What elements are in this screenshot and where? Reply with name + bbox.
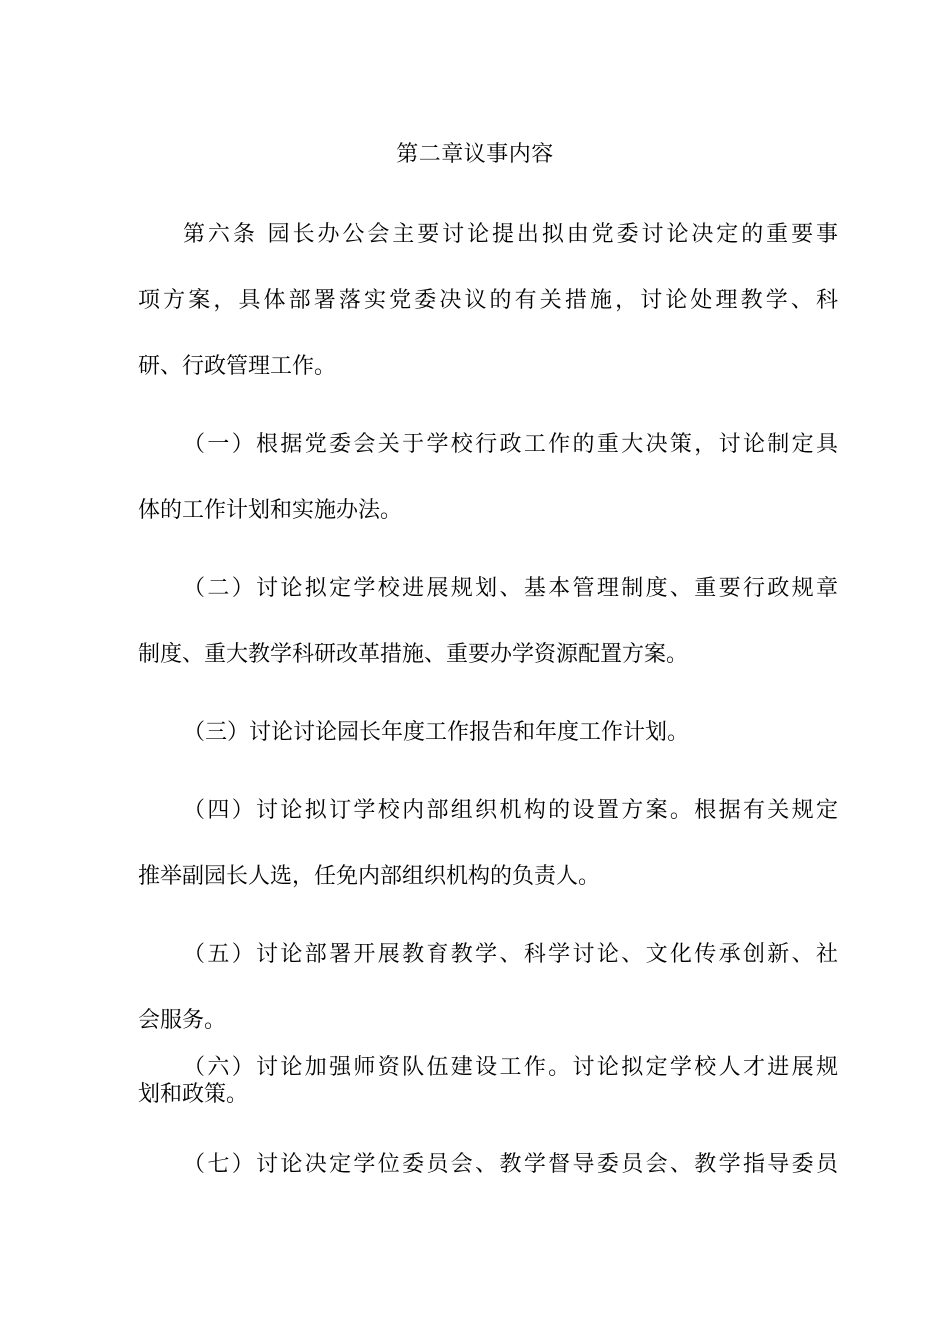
paragraph-line: 制度、重大教学科研改革措施、重要办学资源配置方案。	[138, 642, 689, 667]
paragraph-line: 推举副园长人选，任免内部组织机构的负责人。	[138, 864, 601, 889]
paragraph-line: （一）根据党委会关于学校行政工作的重大决策，讨论制定具	[183, 432, 838, 457]
paragraph-line: （五）讨论部署开展教育教学、科学讨论、文化传承创新、社	[183, 942, 838, 967]
paragraph-line: 研、行政管理工作。	[138, 354, 337, 379]
paragraph-line: （二）讨论拟定学校进展规划、基本管理制度、重要行政规章	[183, 576, 838, 601]
paragraph-line: 第六条 园长办公会主要讨论提出拟由党委讨论决定的重要事	[183, 222, 838, 247]
chapter-title: 第二章议事内容	[396, 142, 554, 167]
paragraph-line: （七）讨论决定学位委员会、教学督导委员会、教学指导委员	[183, 1152, 838, 1177]
paragraph-line: 会服务。	[138, 1008, 227, 1033]
paragraph-line: 体的工作计划和实施办法。	[138, 498, 403, 523]
paragraph-line: （六）讨论加强师资队伍建设工作。讨论拟定学校人才进展规	[183, 1055, 838, 1080]
paragraph-line: （三）讨论讨论园长年度工作报告和年度工作计划。	[183, 720, 690, 745]
paragraph-line: （四）讨论拟订学校内部组织机构的设置方案。根据有关规定	[183, 798, 838, 823]
paragraph-line: 项方案，具体部署落实党委决议的有关措施，讨论处理教学、科	[138, 288, 838, 313]
paragraph-line: 划和政策。	[138, 1082, 249, 1107]
